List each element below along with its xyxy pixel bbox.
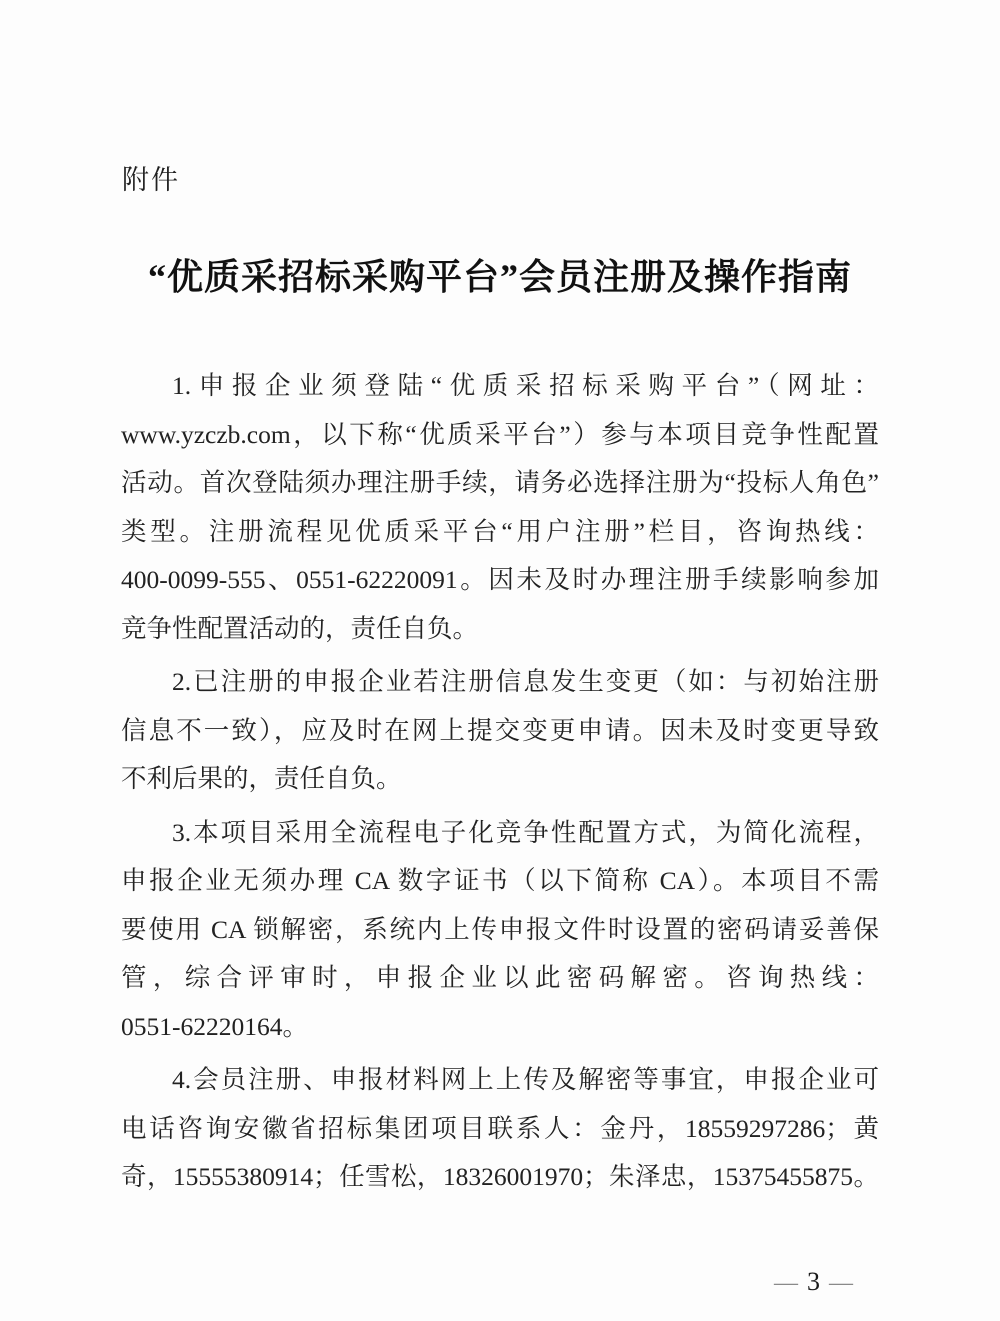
text-line: 1.申报企业须登陆“优质采招标采购平台”（网址： <box>172 371 879 400</box>
document-title: “优质采招标采购平台”会员注册及操作指南 <box>147 257 852 297</box>
text-line: www.yzczb.com，以下称“优质采平台”）参与本项目竞争性配置 <box>121 419 879 449</box>
page-number-dash-right: — <box>829 1270 853 1296</box>
document-body <box>121 362 879 1202</box>
paragraph-1 <box>121 362 879 653</box>
text-line: 管，综合评审时，申报企业以此密码解密。咨询热线： <box>121 963 879 992</box>
paragraph-4 <box>121 1056 879 1202</box>
paragraph-2 <box>121 658 879 804</box>
text-line: 2.已注册的申报企业若注册信息发生变更（如：与初始注册 <box>172 667 879 696</box>
text-line: 0551-62220164。 <box>121 1011 308 1041</box>
text-line: 4.会员注册、申报材料网上上传及解密等事宜，申报企业可 <box>172 1065 879 1094</box>
text-line: 3.本项目采用全流程电子化竞争性配置方式，为简化流程， <box>172 817 879 847</box>
page-number-dash-left: — <box>774 1270 798 1296</box>
text-line: 400-0099-555、0551-62220091。因未及时办理注册手续影响参加 <box>121 565 879 594</box>
text-line: 电话咨询安徽省招标集团项目联系人：金丹，18559297286；黄 <box>121 1113 879 1143</box>
text-line: 要使用 CA 锁解密，系统内上传申报文件时设置的密码请妥善保 <box>121 914 879 944</box>
text-line: 奇，15555380914；任雪松，18326001970；朱泽忠，15375455875。 <box>121 1162 879 1191</box>
text-line: 不利后果的，责任自负。 <box>121 764 402 793</box>
text-line: 申报企业无须办理 CA 数字证书（以下简称 CA）。本项目不需 <box>121 866 879 895</box>
attachment-label: 附件 <box>122 165 180 195</box>
text-line: 类型。注册流程见优质采平台“用户注册”栏目，咨询热线： <box>121 516 879 546</box>
text-line: 信息不一致），应及时在网上提交变更申请。因未及时变更导致 <box>121 715 879 745</box>
page-number <box>765 1266 862 1299</box>
page-number-value: 3 <box>807 1267 820 1296</box>
paragraph-3 <box>121 809 879 1052</box>
text-line: 竞争性配置活动的，责任自负。 <box>121 613 479 643</box>
text-line: 活动。首次登陆须办理注册手续，请务必选择注册为“投标人角色” <box>121 468 879 497</box>
